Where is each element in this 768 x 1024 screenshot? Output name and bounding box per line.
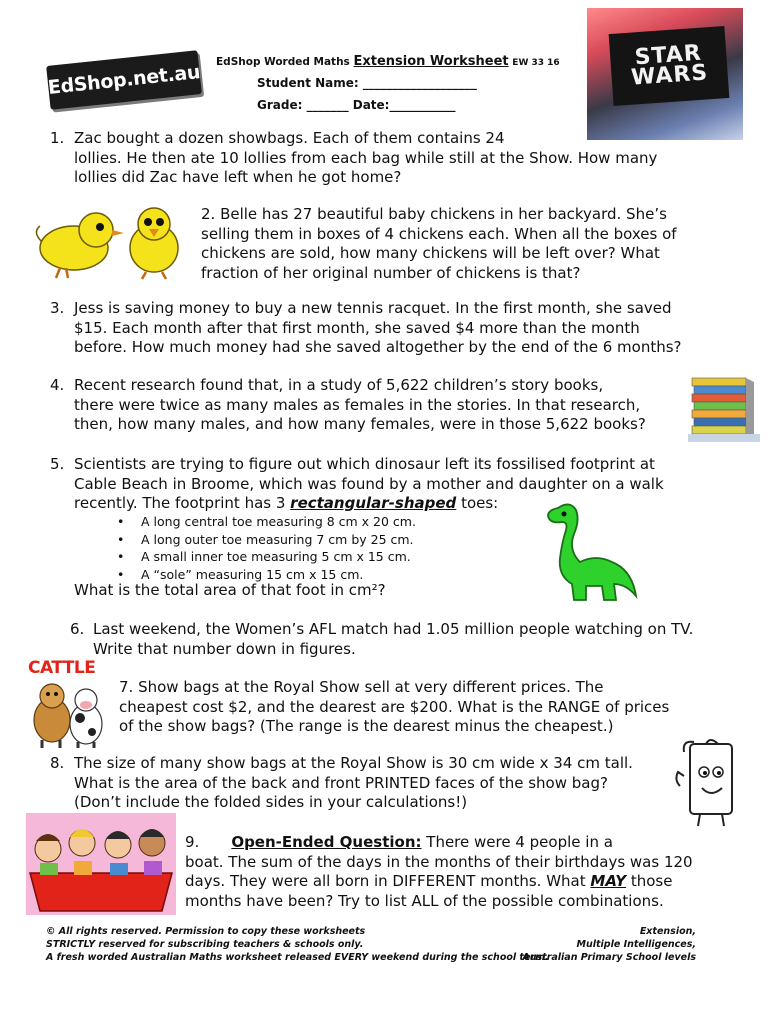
footer-right-line: Australian Primary School levels: [522, 952, 696, 963]
q9-line: months have been? Try to list ALL of the possible combinations.: [185, 891, 664, 910]
q6-line: Last weekend, the Women’s AFL match had 1.05 million people watching on TV.: [93, 620, 694, 638]
question-3: [50, 299, 682, 358]
footer-left-line: © All rights reserved. Permission to copy these worksheets: [46, 926, 366, 937]
q5-line3-end: toes:: [456, 494, 499, 512]
q3-line: $15. Each month after that first month, she saved $4 more than the month: [74, 318, 640, 337]
q9-line1-rest: There were 4 people in a: [421, 833, 613, 851]
q5-emphasis: rectangular-shaped: [290, 494, 457, 512]
q4-number: 4.: [50, 376, 65, 394]
cattle-illustration: [28, 658, 110, 750]
chick-left-icon: [36, 213, 124, 278]
edshop-logo: [46, 50, 202, 110]
question-2: [201, 205, 677, 283]
worksheet-title: [216, 54, 560, 69]
star-wars-text: STAR WARS: [630, 40, 709, 91]
q1-line: lollies. He then ate 10 lollies from each bag while still at the Show. How many: [74, 148, 658, 167]
show-bag-character-icon: [670, 736, 750, 828]
q5-toe-list: [117, 513, 416, 583]
title-main: Extension Worksheet: [353, 54, 509, 69]
list-item: • A long outer toe measuring 7 cm by 25 cm.: [117, 531, 416, 549]
q7-line: of the show bags? (The range is the dearest minus the cheapest.): [119, 717, 614, 735]
q6-line: Write that number down in figures.: [93, 639, 356, 658]
footer-levels: [522, 925, 696, 964]
q5-number: 5.: [50, 455, 65, 473]
q1-number: 1.: [50, 129, 65, 147]
q2-line: selling them in boxes of 4 chickens each. When all the boxes of: [201, 224, 677, 243]
footer-left-line: A fresh worded Australian Maths worksheet released EVERY weekend during the school term.: [46, 952, 549, 963]
grade-date-field: Grade: _______ Date:___________: [257, 98, 456, 112]
q4-line: there were twice as many males as females in the stories. In that research,: [74, 395, 641, 414]
books-stack-icon: [688, 372, 760, 444]
footer-right-line: Extension,: [639, 926, 696, 937]
q2-line: 2. Belle has 27 beautiful baby chickens in her backyard. She’s: [201, 205, 667, 223]
list-item: • A small inner toe measuring 5 cm x 15 cm.: [117, 548, 416, 566]
title-prefix: EdShop Worded Maths: [216, 56, 350, 68]
star-wars-plate: [609, 26, 730, 106]
q5-closing: What is the total area of that foot in cm²?: [74, 581, 386, 599]
q8-line: (Don’t include the folded sides in your calculations!): [74, 793, 468, 811]
q2-line: chickens are sold, how many chickens will be left over? What: [201, 244, 660, 262]
q9-line: boat. The sum of the days in the months of their birthdays was 120: [185, 852, 693, 871]
title-code: EW 33 16: [512, 58, 560, 68]
q2-line: fraction of her original number of chickens is that?: [201, 263, 581, 282]
q5-line3-start: recently. The footprint has 3: [74, 494, 291, 512]
q8-number: 8.: [50, 754, 65, 772]
kids-in-boat-icon: [26, 813, 176, 915]
question-1: [50, 129, 657, 188]
dinosaur-icon: [540, 500, 640, 604]
q1-line: lollies did Zac have left when he got home?: [74, 168, 402, 186]
q5-line: Cable Beach in Broome, which was found by a mother and daughter on a walk: [74, 474, 664, 493]
logo-text: EdShop.net.au: [46, 61, 202, 99]
q8-line: What is the area of the back and front PRINTED faces of the show bag?: [74, 773, 608, 792]
q9-number: 9.: [185, 833, 200, 851]
footer-copyright: [46, 925, 549, 964]
q9-line-3: [185, 872, 693, 892]
star-wars-image: [587, 8, 743, 140]
question-4: [50, 376, 646, 435]
q4-line: Recent research found that, in a study of 5,622 children’s story books,: [74, 376, 604, 394]
student-name-field: Student Name: ___________________: [257, 76, 477, 90]
footer-right-line: Multiple Intelligences,: [576, 939, 696, 950]
chick-right-icon: [130, 208, 178, 279]
q7-line: cheapest cost $2, and the dearest are $200. What is the RANGE of prices: [119, 697, 670, 716]
q5-line: Scientists are trying to figure out which dinosaur left its fossilised footprint at: [74, 455, 655, 473]
q3-number: 3.: [50, 299, 65, 317]
list-item: • A long central toe measuring 8 cm x 20 cm.: [117, 513, 416, 531]
q8-line: The size of many show bags at the Royal Show is 30 cm wide x 34 cm tall.: [74, 754, 633, 772]
q9-line3-end: those: [626, 872, 673, 890]
question-7: [119, 678, 669, 737]
q7-line: 7. Show bags at the Royal Show sell at very different prices. The: [119, 678, 604, 696]
q9-line3-start: days. They were all born in DIFFERENT months. What: [185, 872, 591, 890]
q9-line-1: [185, 833, 693, 853]
q4-line: then, how many males, and how many females, were in those 5,622 books?: [74, 415, 646, 433]
question-9: [185, 833, 693, 911]
cattle-label: CATTLE: [28, 658, 96, 678]
list-item: • A “sole” measuring 15 cm x 15 cm.: [117, 566, 416, 584]
question-8: [50, 754, 633, 813]
question-6: [70, 620, 693, 659]
cattle-icon: [28, 678, 110, 750]
footer-left-line: STRICTLY reserved for subscribing teachers & schools only.: [46, 939, 364, 950]
q1-line: Zac bought a dozen showbags. Each of them contains 24: [74, 129, 505, 147]
chicks-illustration: [30, 202, 190, 280]
q9-heading: Open-Ended Question:: [231, 833, 422, 851]
q9-emphasis: MAY: [590, 872, 627, 890]
q3-line: Jess is saving money to buy a new tennis racquet. In the first month, she saved: [74, 299, 672, 317]
q3-line: before. How much money had she saved altogether by the end of the 6 months?: [74, 338, 682, 356]
q6-number: 6.: [70, 620, 85, 638]
